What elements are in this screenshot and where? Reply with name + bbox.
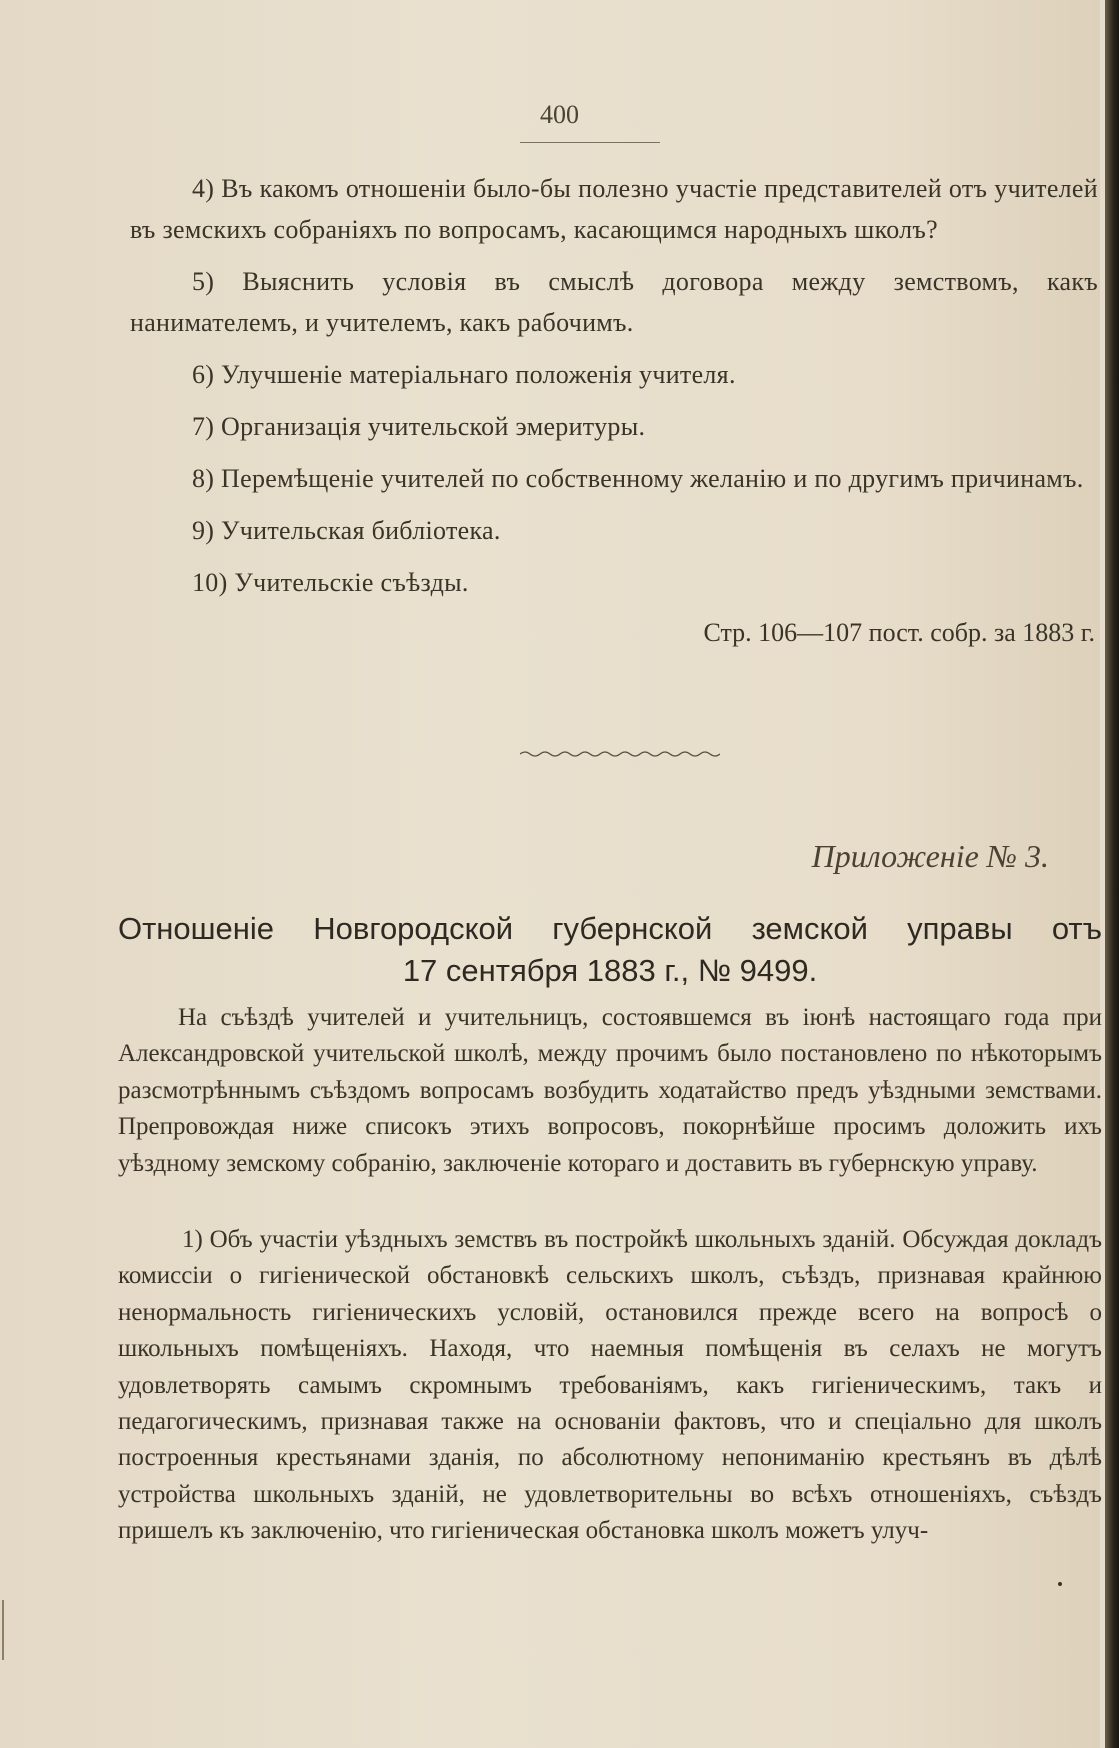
margin-mark xyxy=(2,1600,4,1660)
list-item: 10) Учительскіе съѣзды. xyxy=(192,568,469,597)
document-heading xyxy=(118,908,1102,992)
list-item: 7) Организація учительской эмеритуры. xyxy=(192,412,646,441)
section-divider xyxy=(520,750,720,758)
intro-paragraph: На съѣздѣ учителей и учительницъ, состоявшемся въ іюнѣ настоящаго года при Александровской учительской школѣ, между прочимъ было постановлено по нѣкоторымъ разсмотрѣннымъ съѣздомъ вопросамъ возбудить ходатайство предъ уѣздными земствами. Препровождая ниже списокъ этихъ вопросовъ, покорнѣйше просимъ доложить ихъ уѣздному земскому собранію, заключеніе котораго и доставить въ губернскую управу. xyxy=(118,1004,1102,1177)
source-citation: Стр. 106—107 пост. собр. за 1883 г. xyxy=(703,618,1095,647)
questions-list xyxy=(130,168,1098,614)
page-number-rule xyxy=(520,142,660,143)
list-item: 6) Улучшеніе матеріальнаго положенія учителя. xyxy=(192,360,736,389)
page-edge-shadow xyxy=(1105,0,1119,1748)
list-item: 9) Учительская библіотека. xyxy=(192,516,501,545)
list-item: 8) Перемѣщеніе учителей по собственному желанію и по другимъ причинамъ. xyxy=(192,464,1084,493)
page-number: 400 xyxy=(540,100,579,129)
list-item: 4) Въ какомъ отношеніи было-бы полезно участіе представителей отъ учителей въ земскихъ собраніяхъ по вопросамъ, касающимся народныхъ школъ? xyxy=(130,174,1098,244)
heading-line-2: 17 сентября 1883 г., № 9499. xyxy=(402,953,818,988)
heading-line-1: Отношеніе Новгородской губернской земской управы отъ xyxy=(118,911,1102,946)
list-item: 5) Выяснить условія въ смыслѣ договора между земствомъ, какъ нанимателемъ, и учителемъ, какъ рабочимъ. xyxy=(130,267,1098,337)
ink-dot xyxy=(1058,1582,1062,1586)
appendix-label: Приложеніе № 3. xyxy=(811,838,1049,874)
item-1-paragraph: 1) Объ участіи уѣздныхъ земствъ въ постройкѣ школьныхъ зданій. Обсуждая докладъ комиссіи о гигіенической обстановкѣ сельскихъ школъ, съѣздъ, признавая крайнюю ненормальность гигіеническихъ условій, остановился прежде всего на вопросѣ о школьныхъ помѣщеніяхъ. Находя, что наемныя помѣщенія въ селахъ не могутъ удовлетворять самымъ скромнымъ требованіямъ, какъ гигіеническимъ, такъ и педагогическимъ, признавая также на основаніи фактовъ, что и спеціально для школъ построенныя крестьянами зданія, по абсолютному непониманію крестьянъ въ дѣлѣ устройства школьныхъ зданій, не удовлетворительны во всѣхъ отношеніяхъ, съѣздъ пришелъ къ заключенію, что гигіеническая обстановка школъ можетъ улуч- xyxy=(118,1226,1102,1545)
